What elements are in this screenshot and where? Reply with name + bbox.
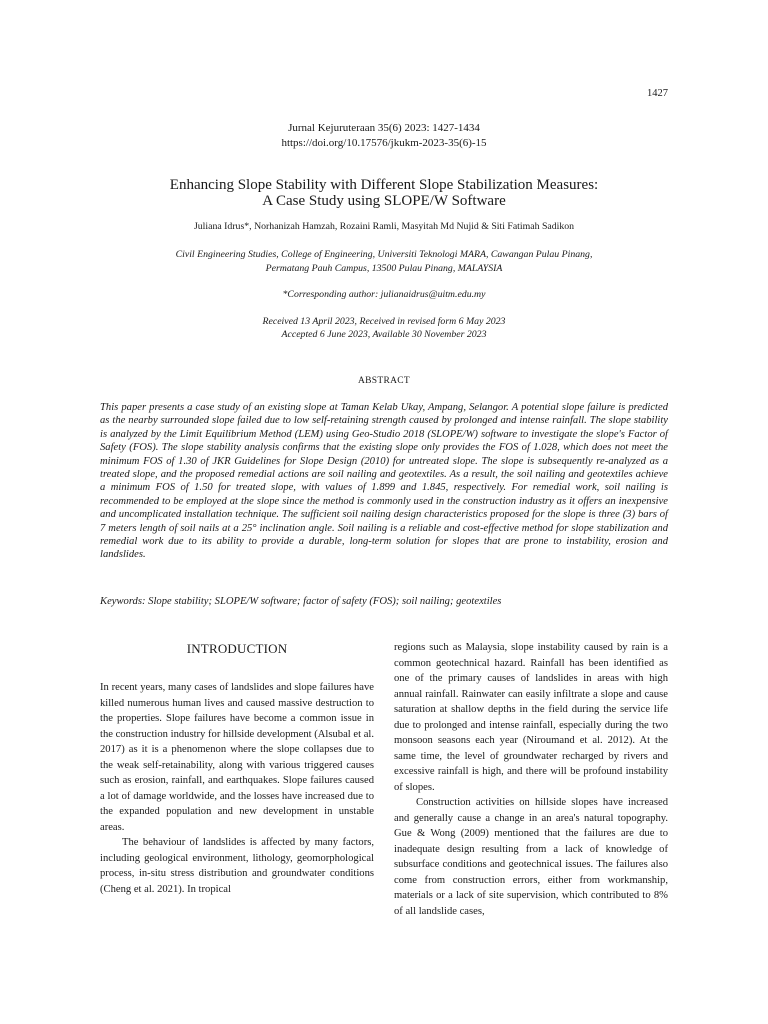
title-line-1: Enhancing Slope Stability with Different Slope Stabilization Measures: <box>169 177 599 193</box>
intro-paragraph-3: regions such as Malaysia, slope instability caused by rain is a common geotechnical hazard. Rainfall has been identified as one of the primary causes of landslides in areas with high annual rainfall. Rainwater can easily infiltrate a slope and cause saturation at shallow depths in the field during the service life due to prolonged and intense rainfall, especially during the two monsoon seasons each year (Niroumand et al. 2012). At the same time, the level of groundwater recharged by rivers and excessive rainfall is high, and there will be profound instability of slopes. <box>394 642 668 793</box>
keywords: Keywords: Slope stability; SLOPE/W software; factor of safety (FOS); soil nailing; geotextiles <box>100 596 502 607</box>
affiliation-line-2: Permatang Pauh Campus, 13500 Pulau Pinang, MALAYSIA <box>265 263 503 274</box>
abstract-heading: ABSTRACT <box>357 376 411 386</box>
abstract-text: This paper presents a case study of an existing slope at Taman Kelab Ukay, Ampang, Selangor. A potential slope failure is predicted as the nearby surrounded slope failed due to low self-retaining strength caused by prolonged and intense rainfall. The slope stability is analyzed by the Limit Equilibrium Method (LEM) using Geo-Studio 2018 (SLOPE/W) software to investigate the slope's Factor of Safety (FOS). The slope stability analysis confirms that the existing slope only provides the FOS of 1.028, which does not meet the minimum FOS of 1.30 of JKR Guidelines for Slope Design (2010) for untreated slope. The slope is subsequently re-analyzed as a treated slope, and the proposed remedial actions are soil nailing and geotextiles. As a result, the soil nailing and geotextiles achieve a minimum FOS of 1.50 for treated slope, with values of 1.899 and 1.845, respectively. For remedial work, soil nailing is recommended to be employed at the slope since the method is commonly used in the construction industry as it offers an inexpensive and uncomplicated installation technique. The sufficient soil nailing design characteristics proposed for the slope is three (3) bars of 7 meters length of soil nails at a 25° inclination angle. Soil nailing is a reliable and cost-effective method for slope stabilization and remedial work due to its ability to provide a durable, long-term solution for slopes that are prone to instability, erosion and landslides. <box>100 402 668 561</box>
corresponding-author: *Corresponding author: julianaidrus@uitm.edu.my <box>282 289 486 300</box>
title-line-2: A Case Study using SLOPE/W Software <box>262 193 506 209</box>
dates-line-1: Received 13 April 2023, Received in revised form 6 May 2023 <box>262 316 506 327</box>
intro-paragraph-2: The behaviour of landslides is affected by many factors, including geological environment, lithology, geomorphological process, in-situ stress distribution and groundwater conditions (Cheng et al. 2021). In tropical <box>100 837 374 895</box>
doi-link[interactable]: https://doi.org/10.17576/jkukm-2023-35(6)-15 <box>281 137 487 149</box>
intro-paragraph-1: In recent years, many cases of landslides and slope failures have killed numerous human lives and caused massive destruction to the properties. Slope failures have become a common issue in the construction industry for hillside development (Alsubal et al. 2017) as it is a phenomenon where the slope collapses due to the weak self-retainability, along with various triggered causes such as erosion, rainfall, and earthquakes. Slope failures caused a lot of damage worldwide, and the losses have increased due to the expanded population and new development in unstable areas. <box>100 682 374 833</box>
article-dates <box>100 315 668 341</box>
affiliation-line-1: Civil Engineering Studies, College of Engineering, Universiti Teknologi MARA, Cawangan Pulau Pinang, <box>175 249 593 260</box>
right-column <box>394 640 668 919</box>
journal-citation: Jurnal Kejuruteraan 35(6) 2023: 1427-1434 <box>288 122 480 134</box>
section-heading-introduction: INTRODUCTION <box>186 641 288 656</box>
paper-title <box>100 177 668 209</box>
affiliation <box>100 248 668 276</box>
intro-paragraph-4: Construction activities on hillside slopes have increased and generally cause a change in an area's natural topography. Gue & Wong (2009) mentioned that the failures are due to inadequate design resulting from a lack of knowledge of subsurface conditions and geotechnical issues. The failures also come from construction errors, either from workmanship, materials or a lack of site supervision, which contributed to 8% of all landslide cases, <box>394 797 668 917</box>
journal-info <box>100 121 668 151</box>
authors: Juliana Idrus*, Norhanizah Hamzah, Rozaini Ramli, Masyitah Md Nujid & Siti Fatimah Sadikon <box>193 221 575 232</box>
left-column <box>100 680 374 897</box>
dates-line-2: Accepted 6 June 2023, Available 30 November 2023 <box>281 329 487 340</box>
page-number: 1427 <box>647 88 668 99</box>
